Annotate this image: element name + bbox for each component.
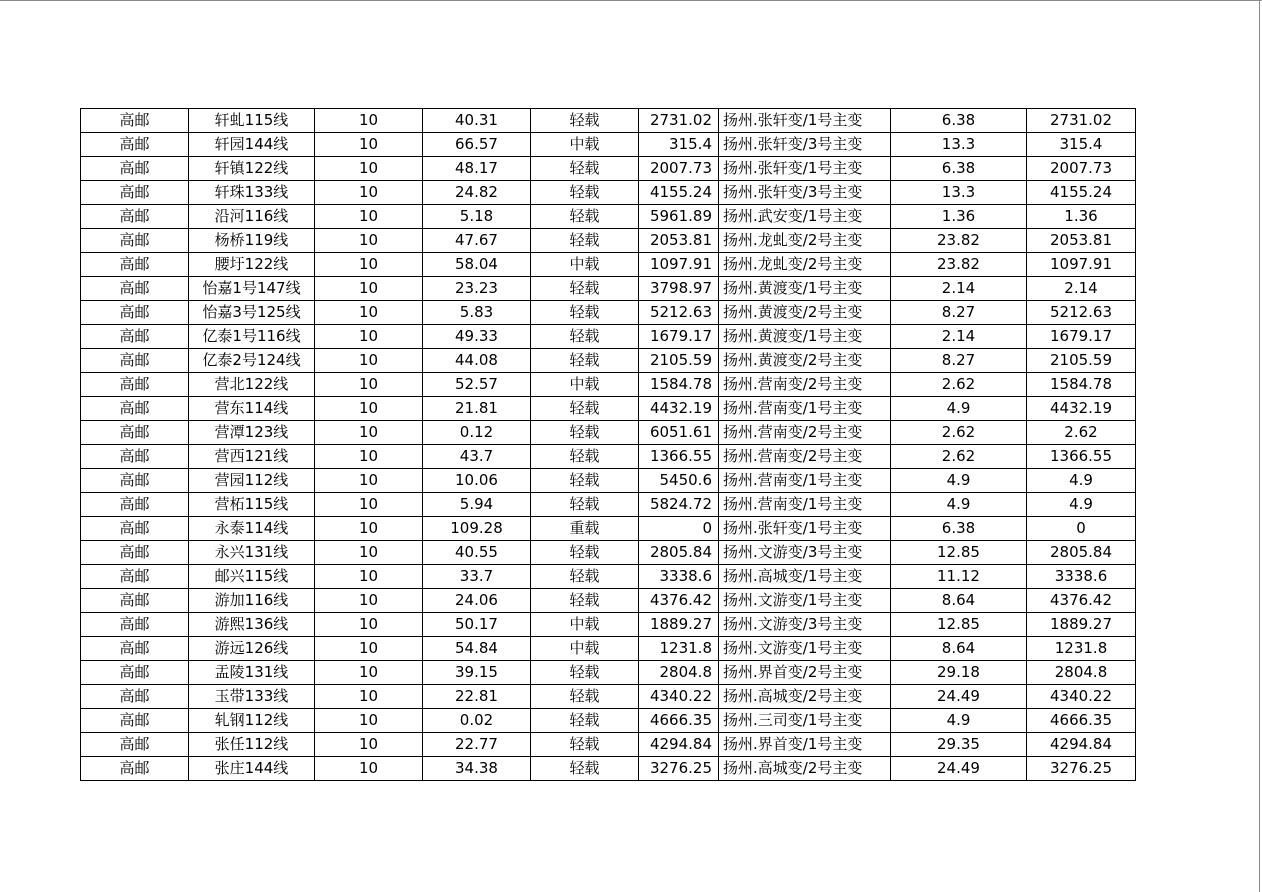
transformer-rate-cell: 4.9 — [891, 493, 1027, 517]
line-name-cell: 轧钢112线 — [189, 709, 315, 733]
load-rate-cell: 5.83 — [423, 301, 531, 325]
table-row — [81, 109, 1136, 133]
load-rate-cell: 109.28 — [423, 517, 531, 541]
transformer-rate-cell: 13.3 — [891, 133, 1027, 157]
voltage-cell: 10 — [315, 541, 423, 565]
district-cell: 高邮 — [81, 205, 189, 229]
capacity-cell: 0 — [639, 517, 719, 541]
district-cell: 高邮 — [81, 613, 189, 637]
load-status-cell: 轻载 — [531, 421, 639, 445]
table-body — [81, 109, 1136, 781]
voltage-cell: 10 — [315, 637, 423, 661]
margin-cell: 4340.22 — [1027, 685, 1136, 709]
margin-cell: 2804.8 — [1027, 661, 1136, 685]
load-rate-cell: 52.57 — [423, 373, 531, 397]
margin-cell: 315.4 — [1027, 133, 1136, 157]
district-cell: 高邮 — [81, 109, 189, 133]
capacity-cell: 4666.35 — [639, 709, 719, 733]
load-rate-cell: 21.81 — [423, 397, 531, 421]
table-row — [81, 469, 1136, 493]
district-cell: 高邮 — [81, 685, 189, 709]
transformer-rate-cell: 4.9 — [891, 709, 1027, 733]
district-cell: 高邮 — [81, 349, 189, 373]
voltage-cell: 10 — [315, 301, 423, 325]
line-name-cell: 邮兴115线 — [189, 565, 315, 589]
load-status-cell: 轻载 — [531, 181, 639, 205]
substation-cell: 扬州.高城变/1号主变 — [719, 565, 891, 589]
capacity-cell: 2007.73 — [639, 157, 719, 181]
load-status-cell: 轻载 — [531, 589, 639, 613]
capacity-cell: 4432.19 — [639, 397, 719, 421]
district-cell: 高邮 — [81, 301, 189, 325]
load-status-cell: 轻载 — [531, 709, 639, 733]
substation-cell: 扬州.张轩变/3号主变 — [719, 181, 891, 205]
load-rate-cell: 24.06 — [423, 589, 531, 613]
load-status-cell: 轻载 — [531, 325, 639, 349]
capacity-cell: 2805.84 — [639, 541, 719, 565]
capacity-cell: 3276.25 — [639, 757, 719, 781]
transformer-rate-cell: 4.9 — [891, 397, 1027, 421]
line-name-cell: 轩虬115线 — [189, 109, 315, 133]
table-row — [81, 349, 1136, 373]
load-rate-cell: 47.67 — [423, 229, 531, 253]
table-row — [81, 277, 1136, 301]
capacity-cell: 2105.59 — [639, 349, 719, 373]
table-row — [81, 205, 1136, 229]
load-status-cell: 轻载 — [531, 277, 639, 301]
line-name-cell: 腰圩122线 — [189, 253, 315, 277]
capacity-cell: 1097.91 — [639, 253, 719, 277]
load-rate-cell: 54.84 — [423, 637, 531, 661]
transformer-rate-cell: 24.49 — [891, 685, 1027, 709]
line-name-cell: 营柘115线 — [189, 493, 315, 517]
load-status-cell: 轻载 — [531, 397, 639, 421]
line-name-cell: 游加116线 — [189, 589, 315, 613]
substation-cell: 扬州.武安变/1号主变 — [719, 205, 891, 229]
load-rate-cell: 50.17 — [423, 613, 531, 637]
substation-cell: 扬州.黄渡变/2号主变 — [719, 349, 891, 373]
load-status-cell: 中载 — [531, 613, 639, 637]
voltage-cell: 10 — [315, 109, 423, 133]
table-row — [81, 493, 1136, 517]
district-cell: 高邮 — [81, 589, 189, 613]
load-rate-cell: 23.23 — [423, 277, 531, 301]
load-status-cell: 轻载 — [531, 229, 639, 253]
capacity-cell: 315.4 — [639, 133, 719, 157]
load-status-cell: 中载 — [531, 253, 639, 277]
load-rate-cell: 22.77 — [423, 733, 531, 757]
load-rate-cell: 40.31 — [423, 109, 531, 133]
capacity-cell: 3338.6 — [639, 565, 719, 589]
transformer-rate-cell: 12.85 — [891, 613, 1027, 637]
margin-cell: 4155.24 — [1027, 181, 1136, 205]
line-name-cell: 游远126线 — [189, 637, 315, 661]
line-name-cell: 沿河116线 — [189, 205, 315, 229]
load-rate-cell: 22.81 — [423, 685, 531, 709]
transformer-rate-cell: 6.38 — [891, 157, 1027, 181]
data-table — [80, 108, 1136, 781]
district-cell: 高邮 — [81, 325, 189, 349]
table-row — [81, 445, 1136, 469]
voltage-cell: 10 — [315, 325, 423, 349]
voltage-cell: 10 — [315, 469, 423, 493]
table-row — [81, 229, 1136, 253]
transformer-rate-cell: 8.27 — [891, 349, 1027, 373]
load-rate-cell: 49.33 — [423, 325, 531, 349]
load-rate-cell: 5.18 — [423, 205, 531, 229]
line-name-cell: 营园112线 — [189, 469, 315, 493]
capacity-cell: 1889.27 — [639, 613, 719, 637]
load-rate-cell: 44.08 — [423, 349, 531, 373]
table-row — [81, 685, 1136, 709]
margin-cell: 2007.73 — [1027, 157, 1136, 181]
line-name-cell: 营东114线 — [189, 397, 315, 421]
transformer-rate-cell: 23.82 — [891, 229, 1027, 253]
margin-cell: 3276.25 — [1027, 757, 1136, 781]
load-status-cell: 轻载 — [531, 109, 639, 133]
margin-cell: 1231.8 — [1027, 637, 1136, 661]
voltage-cell: 10 — [315, 157, 423, 181]
table-row — [81, 421, 1136, 445]
margin-cell: 2.14 — [1027, 277, 1136, 301]
table-row — [81, 397, 1136, 421]
table-row — [81, 373, 1136, 397]
capacity-cell: 5824.72 — [639, 493, 719, 517]
table-row — [81, 757, 1136, 781]
margin-cell: 4.9 — [1027, 493, 1136, 517]
transformer-rate-cell: 6.38 — [891, 517, 1027, 541]
margin-cell: 1366.55 — [1027, 445, 1136, 469]
district-cell: 高邮 — [81, 661, 189, 685]
district-cell: 高邮 — [81, 709, 189, 733]
transformer-rate-cell: 24.49 — [891, 757, 1027, 781]
margin-cell: 1584.78 — [1027, 373, 1136, 397]
substation-cell: 扬州.营南变/1号主变 — [719, 397, 891, 421]
voltage-cell: 10 — [315, 661, 423, 685]
capacity-cell: 4155.24 — [639, 181, 719, 205]
line-name-cell: 营西121线 — [189, 445, 315, 469]
load-rate-cell: 40.55 — [423, 541, 531, 565]
page-right-edge — [1259, 0, 1260, 892]
voltage-cell: 10 — [315, 229, 423, 253]
district-cell: 高邮 — [81, 373, 189, 397]
district-cell: 高邮 — [81, 421, 189, 445]
transformer-rate-cell: 2.62 — [891, 373, 1027, 397]
substation-cell: 扬州.张轩变/3号主变 — [719, 133, 891, 157]
load-status-cell: 轻载 — [531, 301, 639, 325]
transformer-rate-cell: 13.3 — [891, 181, 1027, 205]
load-rate-cell: 34.38 — [423, 757, 531, 781]
substation-cell: 扬州.三司变/1号主变 — [719, 709, 891, 733]
margin-cell: 4376.42 — [1027, 589, 1136, 613]
substation-cell: 扬州.界首变/1号主变 — [719, 733, 891, 757]
transformer-rate-cell: 8.64 — [891, 637, 1027, 661]
table-row — [81, 733, 1136, 757]
voltage-cell: 10 — [315, 757, 423, 781]
table-row — [81, 301, 1136, 325]
transformer-rate-cell: 2.62 — [891, 421, 1027, 445]
substation-cell: 扬州.营南变/2号主变 — [719, 373, 891, 397]
voltage-cell: 10 — [315, 421, 423, 445]
line-name-cell: 亿泰1号116线 — [189, 325, 315, 349]
capacity-cell: 2804.8 — [639, 661, 719, 685]
capacity-cell: 2053.81 — [639, 229, 719, 253]
load-rate-cell: 10.06 — [423, 469, 531, 493]
table-row — [81, 589, 1136, 613]
line-name-cell: 营北122线 — [189, 373, 315, 397]
substation-cell: 扬州.文游变/3号主变 — [719, 613, 891, 637]
substation-cell: 扬州.张轩变/1号主变 — [719, 157, 891, 181]
voltage-cell: 10 — [315, 733, 423, 757]
load-status-cell: 轻载 — [531, 469, 639, 493]
voltage-cell: 10 — [315, 565, 423, 589]
table-row — [81, 565, 1136, 589]
transformer-rate-cell: 1.36 — [891, 205, 1027, 229]
substation-cell: 扬州.龙虬变/2号主变 — [719, 229, 891, 253]
load-status-cell: 重载 — [531, 517, 639, 541]
transformer-rate-cell: 6.38 — [891, 109, 1027, 133]
margin-cell: 1097.91 — [1027, 253, 1136, 277]
line-name-cell: 游熙136线 — [189, 613, 315, 637]
margin-cell: 4666.35 — [1027, 709, 1136, 733]
voltage-cell: 10 — [315, 253, 423, 277]
margin-cell: 2731.02 — [1027, 109, 1136, 133]
substation-cell: 扬州.文游变/1号主变 — [719, 589, 891, 613]
district-cell: 高邮 — [81, 637, 189, 661]
margin-cell: 1.36 — [1027, 205, 1136, 229]
margin-cell: 4294.84 — [1027, 733, 1136, 757]
load-status-cell: 轻载 — [531, 349, 639, 373]
voltage-cell: 10 — [315, 205, 423, 229]
line-name-cell: 怡嘉3号125线 — [189, 301, 315, 325]
line-name-cell: 永泰114线 — [189, 517, 315, 541]
substation-cell: 扬州.文游变/3号主变 — [719, 541, 891, 565]
load-status-cell: 轻载 — [531, 733, 639, 757]
substation-cell: 扬州.张轩变/1号主变 — [719, 517, 891, 541]
line-name-cell: 轩镇122线 — [189, 157, 315, 181]
transformer-rate-cell: 12.85 — [891, 541, 1027, 565]
substation-cell: 扬州.黄渡变/1号主变 — [719, 325, 891, 349]
line-name-cell: 杨桥119线 — [189, 229, 315, 253]
district-cell: 高邮 — [81, 181, 189, 205]
district-cell: 高邮 — [81, 157, 189, 181]
capacity-cell: 5212.63 — [639, 301, 719, 325]
transformer-rate-cell: 23.82 — [891, 253, 1027, 277]
district-cell: 高邮 — [81, 277, 189, 301]
substation-cell: 扬州.营南变/1号主变 — [719, 493, 891, 517]
load-status-cell: 轻载 — [531, 565, 639, 589]
capacity-cell: 4340.22 — [639, 685, 719, 709]
transformer-rate-cell: 11.12 — [891, 565, 1027, 589]
substation-cell: 扬州.营南变/2号主变 — [719, 445, 891, 469]
voltage-cell: 10 — [315, 493, 423, 517]
margin-cell: 5212.63 — [1027, 301, 1136, 325]
district-cell: 高邮 — [81, 565, 189, 589]
voltage-cell: 10 — [315, 589, 423, 613]
district-cell: 高邮 — [81, 733, 189, 757]
margin-cell: 0 — [1027, 517, 1136, 541]
table-row — [81, 181, 1136, 205]
voltage-cell: 10 — [315, 517, 423, 541]
capacity-cell: 3798.97 — [639, 277, 719, 301]
table-row — [81, 541, 1136, 565]
district-cell: 高邮 — [81, 541, 189, 565]
voltage-cell: 10 — [315, 349, 423, 373]
substation-cell: 扬州.张轩变/1号主变 — [719, 109, 891, 133]
voltage-cell: 10 — [315, 133, 423, 157]
table-row — [81, 133, 1136, 157]
margin-cell: 2105.59 — [1027, 349, 1136, 373]
load-status-cell: 中载 — [531, 373, 639, 397]
capacity-cell: 1231.8 — [639, 637, 719, 661]
load-status-cell: 中载 — [531, 637, 639, 661]
transformer-rate-cell: 29.18 — [891, 661, 1027, 685]
margin-cell: 1679.17 — [1027, 325, 1136, 349]
district-cell: 高邮 — [81, 469, 189, 493]
voltage-cell: 10 — [315, 373, 423, 397]
load-rate-cell: 66.57 — [423, 133, 531, 157]
transformer-rate-cell: 8.64 — [891, 589, 1027, 613]
substation-cell: 扬州.黄渡变/2号主变 — [719, 301, 891, 325]
district-cell: 高邮 — [81, 253, 189, 277]
capacity-cell: 6051.61 — [639, 421, 719, 445]
load-status-cell: 中载 — [531, 133, 639, 157]
table-row — [81, 325, 1136, 349]
line-name-cell: 张庄144线 — [189, 757, 315, 781]
capacity-cell: 4294.84 — [639, 733, 719, 757]
table-row — [81, 517, 1136, 541]
substation-cell: 扬州.营南变/1号主变 — [719, 469, 891, 493]
load-status-cell: 轻载 — [531, 541, 639, 565]
table-row — [81, 253, 1136, 277]
page-top-edge — [0, 0, 1262, 1]
voltage-cell: 10 — [315, 277, 423, 301]
load-status-cell: 轻载 — [531, 445, 639, 469]
substation-cell: 扬州.龙虬变/2号主变 — [719, 253, 891, 277]
transformer-rate-cell: 4.9 — [891, 469, 1027, 493]
line-name-cell: 永兴131线 — [189, 541, 315, 565]
load-rate-cell: 0.12 — [423, 421, 531, 445]
load-rate-cell: 43.7 — [423, 445, 531, 469]
capacity-cell: 5961.89 — [639, 205, 719, 229]
table-row — [81, 709, 1136, 733]
voltage-cell: 10 — [315, 613, 423, 637]
district-cell: 高邮 — [81, 133, 189, 157]
transformer-rate-cell: 2.62 — [891, 445, 1027, 469]
line-name-cell: 轩园144线 — [189, 133, 315, 157]
margin-cell: 2.62 — [1027, 421, 1136, 445]
substation-cell: 扬州.界首变/2号主变 — [719, 661, 891, 685]
load-rate-cell: 24.82 — [423, 181, 531, 205]
load-rate-cell: 5.94 — [423, 493, 531, 517]
capacity-cell: 4376.42 — [639, 589, 719, 613]
load-rate-cell: 39.15 — [423, 661, 531, 685]
capacity-cell: 5450.6 — [639, 469, 719, 493]
transformer-rate-cell: 29.35 — [891, 733, 1027, 757]
voltage-cell: 10 — [315, 709, 423, 733]
line-name-cell: 玉带133线 — [189, 685, 315, 709]
district-cell: 高邮 — [81, 445, 189, 469]
margin-cell: 2053.81 — [1027, 229, 1136, 253]
table-row — [81, 613, 1136, 637]
capacity-cell: 1584.78 — [639, 373, 719, 397]
voltage-cell: 10 — [315, 685, 423, 709]
load-status-cell: 轻载 — [531, 157, 639, 181]
voltage-cell: 10 — [315, 445, 423, 469]
table-row — [81, 157, 1136, 181]
voltage-cell: 10 — [315, 397, 423, 421]
load-rate-cell: 58.04 — [423, 253, 531, 277]
substation-cell: 扬州.文游变/1号主变 — [719, 637, 891, 661]
load-status-cell: 轻载 — [531, 493, 639, 517]
table-row — [81, 637, 1136, 661]
transformer-rate-cell: 8.27 — [891, 301, 1027, 325]
margin-cell: 3338.6 — [1027, 565, 1136, 589]
table-row — [81, 661, 1136, 685]
line-name-cell: 轩珠133线 — [189, 181, 315, 205]
line-name-cell: 营潭123线 — [189, 421, 315, 445]
district-cell: 高邮 — [81, 517, 189, 541]
substation-cell: 扬州.高城变/2号主变 — [719, 757, 891, 781]
substation-cell: 扬州.高城变/2号主变 — [719, 685, 891, 709]
capacity-cell: 1679.17 — [639, 325, 719, 349]
load-status-cell: 轻载 — [531, 685, 639, 709]
line-name-cell: 盂陵131线 — [189, 661, 315, 685]
transformer-rate-cell: 2.14 — [891, 277, 1027, 301]
margin-cell: 1889.27 — [1027, 613, 1136, 637]
load-status-cell: 轻载 — [531, 757, 639, 781]
load-rate-cell: 0.02 — [423, 709, 531, 733]
substation-cell: 扬州.营南变/2号主变 — [719, 421, 891, 445]
load-rate-cell: 48.17 — [423, 157, 531, 181]
margin-cell: 2805.84 — [1027, 541, 1136, 565]
district-cell: 高邮 — [81, 493, 189, 517]
line-name-cell: 张任112线 — [189, 733, 315, 757]
district-cell: 高邮 — [81, 757, 189, 781]
line-name-cell: 怡嘉1号147线 — [189, 277, 315, 301]
margin-cell: 4432.19 — [1027, 397, 1136, 421]
voltage-cell: 10 — [315, 181, 423, 205]
district-cell: 高邮 — [81, 229, 189, 253]
substation-cell: 扬州.黄渡变/1号主变 — [719, 277, 891, 301]
capacity-cell: 2731.02 — [639, 109, 719, 133]
transformer-rate-cell: 2.14 — [891, 325, 1027, 349]
margin-cell: 4.9 — [1027, 469, 1136, 493]
load-rate-cell: 33.7 — [423, 565, 531, 589]
load-status-cell: 轻载 — [531, 205, 639, 229]
load-status-cell: 轻载 — [531, 661, 639, 685]
capacity-cell: 1366.55 — [639, 445, 719, 469]
line-name-cell: 亿泰2号124线 — [189, 349, 315, 373]
district-cell: 高邮 — [81, 397, 189, 421]
